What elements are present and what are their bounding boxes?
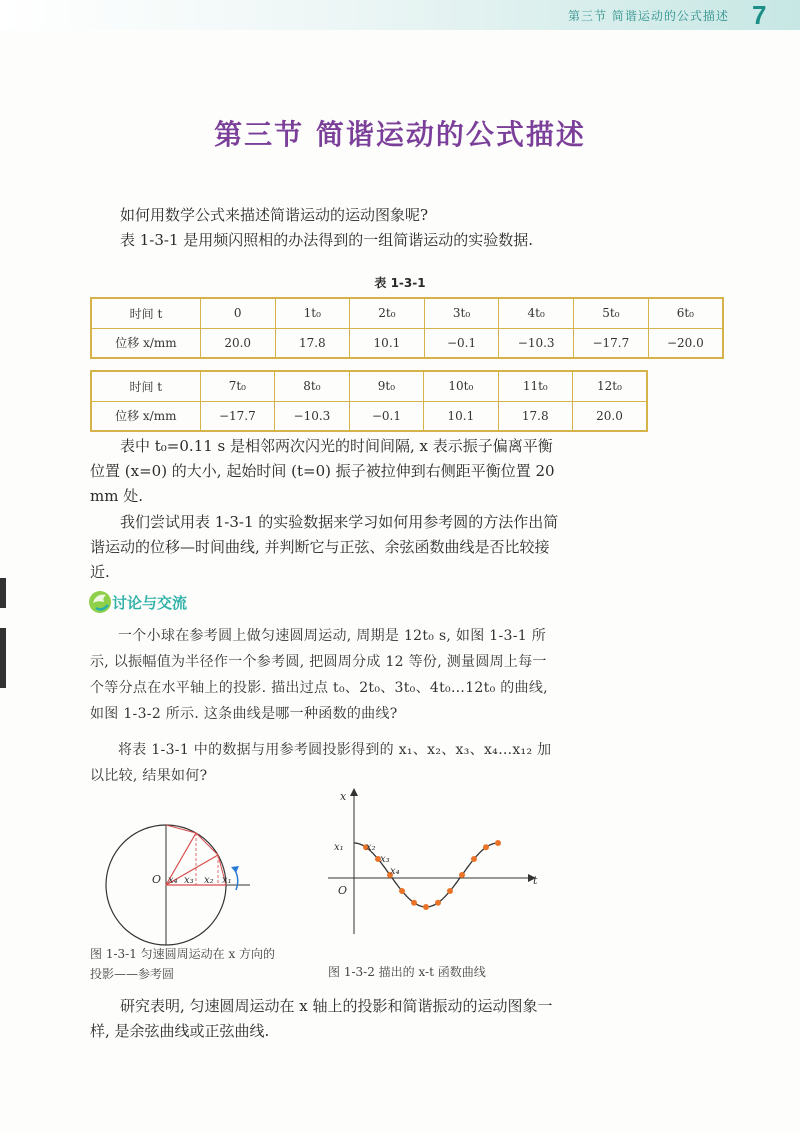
circle-x3-label: x₃ (184, 875, 194, 886)
table-cell: 5t₀ (574, 298, 649, 328)
page-number: 7 (752, 0, 767, 30)
table-cell: 11t₀ (498, 371, 572, 401)
sample-point (471, 856, 477, 862)
table-caption: 表 1-3-1 (374, 276, 426, 290)
discussion-header (88, 588, 248, 618)
curve-x1-label: x₁ (334, 842, 344, 853)
circle-origin-label: O (152, 873, 162, 886)
table-cell: 10.1 (424, 401, 498, 431)
header-section-label: 第三节 简谐运动的公式描述 (568, 9, 729, 23)
table-row-time (91, 371, 647, 401)
table-cell: 4t₀ (499, 298, 574, 328)
sample-point (447, 888, 453, 894)
sample-point (459, 872, 465, 878)
table-row-time (91, 298, 723, 328)
rotation-arrowhead (231, 866, 239, 873)
chord-line (166, 825, 196, 833)
table-cell: −10.3 (275, 401, 350, 431)
table-cell: 0 (200, 298, 275, 328)
discussion-paragraph-1: 一个小球在参考圆上做匀速圆周运动, 周期是 12t₀ s, 如图 1-3-1 所示, 以振幅值为半径作一个参考圆, 把圆周分成 12 等份, 测量圆周上每一个等分点在水平轴上的投影. 描出过点 t₀、2t₀、3t₀、4t₀…12t₀ 的曲线, 如图 1-3-2 所示. 这条曲线是哪一种函数的曲线? (90, 628, 548, 722)
sample-point (399, 888, 405, 894)
table-cell: −17.7 (574, 328, 649, 358)
sample-point (483, 844, 489, 850)
discussion-label: 讨论与交流 (112, 594, 188, 612)
table-cell: 17.8 (275, 328, 350, 358)
data-table-part1 (90, 297, 724, 359)
table-cell: 7t₀ (200, 371, 275, 401)
intro-question: 如何用数学公式来描述简谐运动的运动图象呢? (120, 206, 429, 224)
table-cell: 9t₀ (349, 371, 423, 401)
time-interval-explanation: 表中 t₀=0.11 s 是相邻两次闪光的时间间隔, x 表示振子偏离平衡位置 (x=0) 的大小, 起始时间 (t=0) 振子被拉伸到右侧距平衡位置 20 mm 处. (90, 437, 555, 505)
sample-point (411, 900, 417, 906)
table-cell: −17.7 (200, 401, 275, 431)
intro-table-description: 表 1-3-1 是用频闪照相的办法得到的一组简谐运动的实验数据. (120, 231, 534, 249)
table-cell: 1t₀ (275, 298, 350, 328)
section-title: 第三节 简谐运动的公式描述 (214, 118, 586, 151)
sample-point (423, 904, 429, 910)
table-row-displacement (91, 328, 723, 358)
circle-x4-label: x₄ (168, 875, 178, 886)
circle-x1-label: x₁ (222, 875, 232, 886)
conclusion-paragraph: 研究表明, 匀速圆周运动在 x 轴上的投影和简谐振动的运动图象一样, 是余弦曲线或正弦曲线. (90, 997, 553, 1040)
table-cell: 10t₀ (424, 371, 498, 401)
t-axis-label: t (533, 874, 538, 887)
table-cell: −0.1 (424, 328, 499, 358)
table-cell: −20.0 (648, 328, 723, 358)
table-cell: 8t₀ (275, 371, 350, 401)
table-cell: 3t₀ (424, 298, 499, 328)
discussion-paragraph-2: 将表 1-3-1 中的数据与用参考圆投影得到的 x₁、x₂、x₃、x₄…x₁₂ 加以比较, 结果如何? (90, 742, 552, 784)
curve-x4-label: x₄ (390, 866, 400, 877)
binding-edge-mark (0, 628, 6, 688)
figure-xt-curve (318, 784, 558, 944)
table-cell: 17.8 (498, 401, 572, 431)
row-label-displacement: 位移 x/mm (91, 328, 200, 358)
reference-circle-intro: 我们尝试用表 1-3-1 的实验数据来学习如何用参考圆的方法作出简谐运动的位移—时间曲线, 并判断它与正弦、余弦函数曲线是否比较接近. (90, 513, 559, 581)
table-cell: 12t₀ (572, 371, 647, 401)
table-row-displacement (91, 401, 647, 431)
chord-line (196, 833, 218, 855)
curve-x2-label: x₂ (366, 842, 376, 853)
table-cell: 6t₀ (648, 298, 723, 328)
x-axis-label: x (340, 790, 347, 803)
sample-point (435, 900, 441, 906)
table-cell: −10.3 (499, 328, 574, 358)
table-cell: 20.0 (200, 328, 275, 358)
table-cell: 10.1 (350, 328, 425, 358)
discussion-swirl-icon (88, 588, 114, 616)
sample-point (495, 840, 501, 846)
circle-x2-label: x₂ (204, 875, 214, 886)
curve-x3-label: x₃ (380, 854, 390, 865)
data-table-part2 (90, 370, 648, 432)
binding-edge-mark (0, 578, 6, 608)
table-cell: 2t₀ (350, 298, 425, 328)
table-cell: −0.1 (349, 401, 423, 431)
table-cell: 20.0 (572, 401, 647, 431)
rotation-arrow (235, 870, 238, 890)
row-label-time: 时间 t (91, 298, 200, 328)
curve-origin-label: O (338, 884, 348, 897)
row-label-time: 时间 t (91, 371, 200, 401)
x-axis-arrow (350, 788, 358, 796)
figure2-caption: 图 1-3-2 描出的 x-t 函数曲线 (328, 965, 486, 979)
figure1-caption: 图 1-3-1 匀速圆周运动在 x 方向的投影——参考圆 (90, 947, 276, 981)
row-label-displacement: 位移 x/mm (91, 401, 200, 431)
sample-points (363, 840, 501, 910)
